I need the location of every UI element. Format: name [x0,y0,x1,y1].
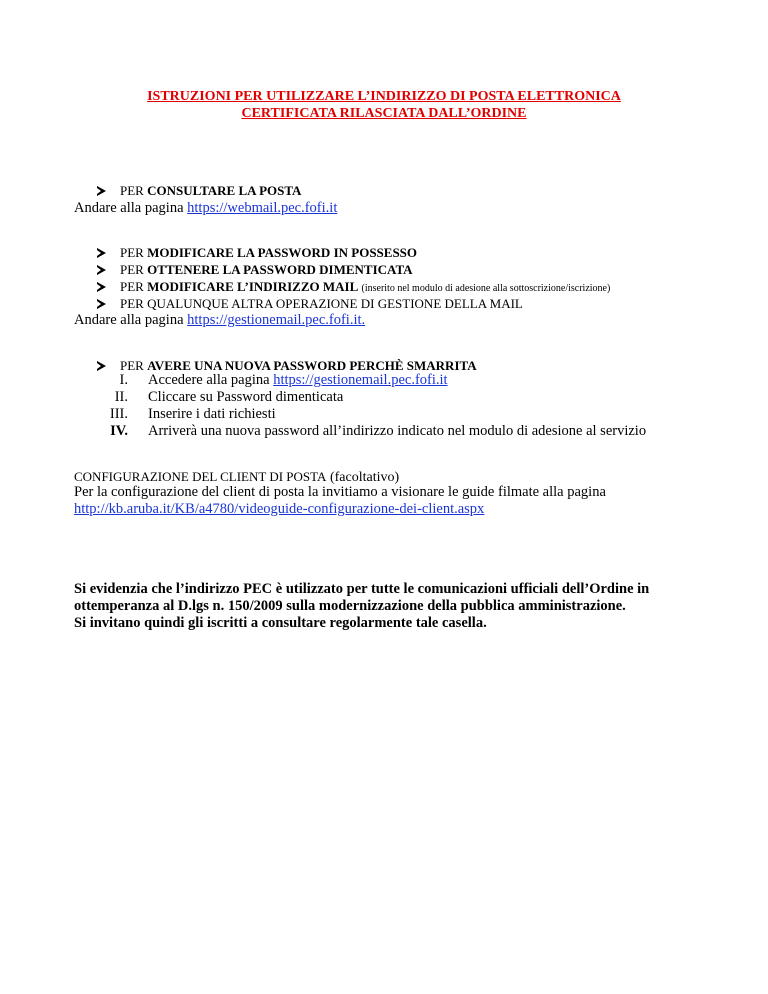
notice-line-1: Si evidenzia che l’indirizzo PEC è utilizzato per tutte le comunicazioni ufficiali dell’Ordine in [74,581,650,597]
bullet-note: (inserito nel modulo di adesione alla sottoscrizione/iscrizione) [361,283,611,294]
bullet-bold: OTTENERE LA PASSWORD DIMENTICATA [147,262,413,277]
step-4 [96,422,646,440]
step-text: Cliccare su Password dimenticata [148,389,344,405]
step-number: II. [114,389,128,405]
step-number: IV. [110,423,128,439]
bullet-consultare [97,182,301,199]
bullet-prefix: PER [120,245,144,260]
step-number: I. [119,372,128,388]
config-link-line [74,500,484,518]
gestione-link[interactable]: https://gestionemail.pec.fofi.it. [187,312,366,328]
gestione-line [74,311,365,329]
step-text: Accedere alla pagina [148,372,270,388]
arrow-bullet-icon [97,265,106,275]
config-heading-rest: (facoltativo) [329,470,400,485]
step-number: III. [109,406,128,422]
step-link[interactable]: https://gestionemail.pec.fofi.it [273,372,448,388]
bullet-prefix: PER [120,358,144,373]
arrow-bullet-icon [97,282,106,292]
gestione-line-text: Andare alla pagina [74,312,184,328]
notice-line-2: ottemperanza al D.lgs n. 150/2009 sulla modernizzazione della pubblica amministrazione. [74,598,626,614]
bullet-ottenere-password [97,261,413,278]
step-1 [96,371,448,389]
webmail-line [74,199,337,217]
bullet-bold: MODIFICARE L’INDIRIZZO MAIL [147,279,359,294]
bullet-prefix: PER [120,279,144,294]
bullet-prefix: PER QUALUNQUE ALTRA OPERAZIONE DI GESTIONE DELLA MAIL [120,296,523,311]
notice-line-3: Si invitano quindi gli iscritti a consultare regolarmente tale casella. [74,615,487,631]
document-title-line-2: CERTIFICATA RILASCIATA DALL’ORDINE [241,106,527,121]
step-3 [96,405,276,423]
arrow-bullet-icon [97,186,106,196]
step-2 [96,388,343,406]
bullet-bold: AVERE UNA NUOVA PASSWORD PERCHÈ SMARRITA [147,358,477,373]
step-text: Arriverà una nuova password all’indirizzo indicato nel modulo di adesione al servizio [148,423,647,439]
webmail-line-text: Andare alla pagina [74,200,184,216]
bullet-bold: CONSULTARE LA POSTA [147,183,302,198]
webmail-link[interactable]: https://webmail.pec.fofi.it [187,200,338,216]
arrow-bullet-icon [97,248,106,258]
bullet-prefix: PER [120,183,144,198]
bullet-modificare-password [97,244,417,261]
arrow-bullet-icon [97,361,106,371]
bullet-altra-operazione [97,295,523,312]
config-heading-caps: CONFIGURAZIONE DEL CLIENT DI POSTA [74,469,327,484]
document-title-line-1: ISTRUZIONI PER UTILIZZARE L’INDIRIZZO DI POSTA ELETTRONICA [147,89,621,104]
config-link[interactable]: http://kb.aruba.it/KB/a4780/videoguide-configurazione-dei-client.aspx [74,501,485,517]
arrow-bullet-icon [97,299,106,309]
bullet-prefix: PER [120,262,144,277]
config-text: Per la configurazione del client di posta la invitiamo a visionare le guide filmate alla pagina [74,484,606,500]
step-text: Inserire i dati richiesti [148,406,276,422]
bullet-bold: MODIFICARE LA PASSWORD IN POSSESSO [147,245,418,260]
